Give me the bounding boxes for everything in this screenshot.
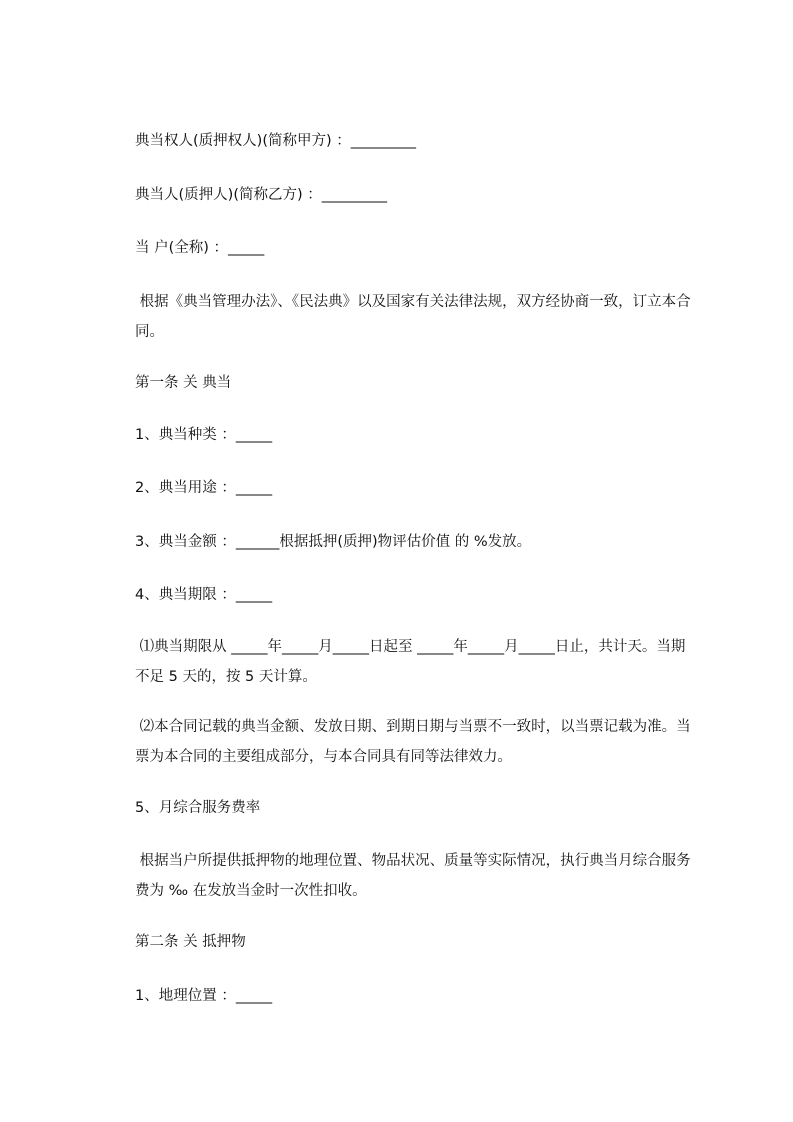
preamble-paragraph: 根据《典当管理办法》、《民法典》以及国家有关法律法规，双方经协商一致，订立本合同。	[135, 294, 691, 340]
service-fee-paragraph: 根据当户所提供抵押物的地理位置、物品状况、质量等实际情况，执行典当月综合服务费为 ‰ 在发放当金时一次性扣收。	[135, 853, 691, 899]
pawner-party-line: 典当人(质押人)(简称乙方) ：_________	[135, 187, 387, 203]
pawn-account-line: 当 户(全称) ：_____	[135, 240, 265, 256]
pawn-type-line: 1、典当种类 ：_____	[135, 427, 273, 443]
pawnee-party-line: 典当权人(质押权人)(简称甲方) ：_________	[135, 133, 416, 149]
term-clause-2-paragraph: ⑵本合同记载的典当金额、发放日期、到期日期与当票不一致时，以当票记载为准。当票为本合同的主要组成部分，与本合同具有同等法律效力。	[135, 719, 691, 765]
pawn-purpose-line: 2、典当用途 ：_____	[135, 480, 273, 496]
article-2-heading: 第二条 关 抵押物	[135, 934, 246, 950]
location-line: 1、地理位置 ：_____	[135, 988, 273, 1004]
article-1-heading: 第一条 关 典当	[135, 375, 232, 391]
service-fee-heading: 5、月综合服务费率	[135, 800, 261, 816]
pawn-term-line: 4、典当期限 ：_____	[135, 587, 273, 603]
term-clause-1-paragraph: ⑴典当期限从 _____年_____月_____日起至 _____年_____月_____日止，共计天。当期不足 5 天的，按 5 天计算。	[135, 639, 686, 685]
pawn-amount-line: 3、典当金额 ：______根据抵押(质押)物评估价值 的 %发放。	[135, 534, 532, 550]
